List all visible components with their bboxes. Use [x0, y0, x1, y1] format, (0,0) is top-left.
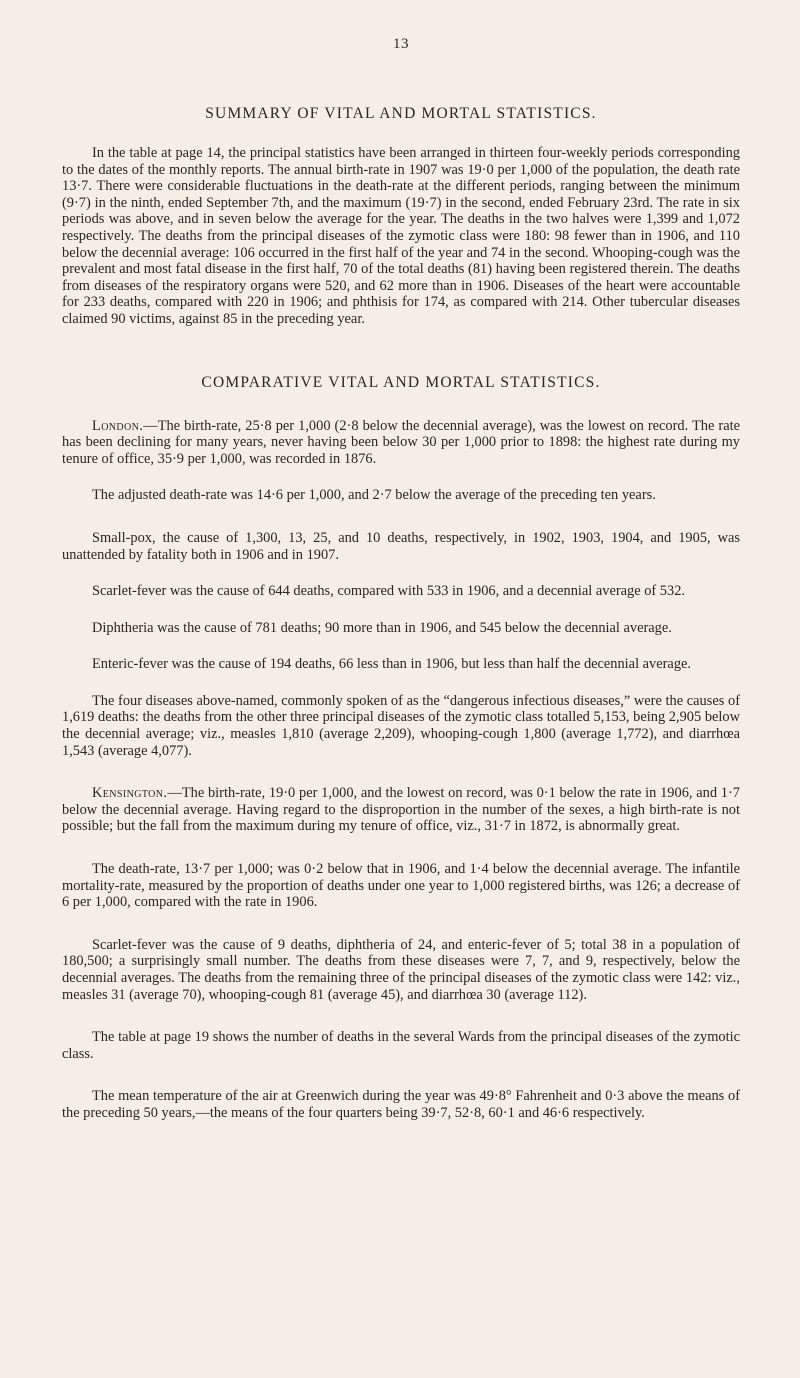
comparative-heading: COMPARATIVE VITAL AND MORTAL STATISTICS.	[201, 373, 601, 391]
temperature-paragraph: The mean temperature of the air at Greenwich during the year was 49·8° Fahrenheit and 0·3 above the means of the preceding 50 years,—the means of the four quarters being 39·7, 52·8, 60·1 and 46·6 respectively.	[62, 1088, 740, 1121]
london-death-rate-paragraph: The adjusted death-rate was 14·6 per 1,000, and 2·7 below the average of the preceding ten years.	[92, 487, 656, 504]
london-lead: London.	[92, 417, 144, 434]
dangerous-diseases-paragraph: The four diseases above-named, commonly spoken of as the “dangerous infectious diseases,” were the causes of 1,619 deaths: the deaths from the other three principal diseases of the zymotic class totalled 5,153, being 2,905 below the decennial average; viz., measles 1,810 (average 2,209), whooping-cough 1,800 (average 1,772), and diarrhœa 1,543 (average 4,077).	[62, 692, 740, 759]
diphtheria-paragraph: Diphtheria was the cause of 781 deaths; 90 more than in 1906, and 545 below the decennial average.	[92, 619, 672, 636]
wards-table-paragraph: The table at page 19 shows the number of deaths in the several Wards from the principal diseases of the zymotic class.	[62, 1029, 740, 1062]
kensington-death-rate-paragraph: The death-rate, 13·7 per 1,000; was 0·2 below that in 1906, and 1·4 below the decennial average. The infantile mortality-rate, measured by the proportion of deaths under one year to 1,000 registered births, was 126; a decrease of 6 per 1,000, compared with the rate in 1906.	[62, 861, 740, 911]
scarlet-fever-paragraph: Scarlet-fever was the cause of 644 deaths, compared with 533 in 1906, and a decennial average of 532.	[92, 583, 685, 600]
kensington-zymotic-paragraph: Scarlet-fever was the cause of 9 deaths, diphtheria of 24, and enteric-fever of 5; total 38 in a population of 180,500; a surprisingly small number. The deaths from these diseases were 7, 7, and 9, respectively, below the decennial averages. The deaths from the remaining three of the principal diseases of the zymotic class were 142: viz., measles 31 (average 70), whooping-cough 81 (average 45), and diarrhœa 30 (average 112).	[62, 936, 740, 1003]
summary-heading: SUMMARY OF VITAL AND MORTAL STATISTICS.	[205, 105, 597, 122]
london-text: —The birth-rate, 25·8 per 1,000 (2·8 below the decennial average), was the lowest on record. The rate has been declining for many years, never having been below 30 per 1,000 prior to 1898: the highest rate during my tenure of office, 35·9 per 1,000, was recorded in 1876.	[62, 417, 740, 467]
kensington-text: —The birth-rate, 19·0 per 1,000, and the lowest on record, was 0·1 below the rate in 1906, and 1·7 below the decennial average. Having regard to the disproportion in the number of the sexes, a high birth-rate is not possible; but the fall from the maximum during my tenure of office, viz., 31·7 in 1872, is abnormally great.	[62, 785, 740, 835]
small-pox-paragraph: Small-pox, the cause of 1,300, 13, 25, and 10 deaths, respectively, in 1902, 1903, 1904, and 1905, was unattended by fatality both in 1906 and in 1907.	[62, 529, 740, 563]
kensington-birth-rate-paragraph	[62, 785, 740, 835]
kensington-lead: Kensington.	[92, 785, 168, 802]
enteric-fever-paragraph: Enteric-fever was the cause of 194 deaths, 66 less than in 1906, but less than half the decennial average.	[92, 656, 691, 673]
summary-paragraph: In the table at page 14, the principal statistics have been arranged in thirteen four-weekly periods corresponding to the dates of the monthly reports. The annual birth-rate in 1907 was 19·0 per 1,000 of the population, the death rate 13·7. There were considerable fluctuations in the death-rate at the different periods, ranging between the minimum (9·7) in the ninth, ended September 7th, and the maximum (19·7) in the second, ended February 23rd. The rate in six periods was above, and in seven below the average for the year. The deaths in the two halves were 1,399 and 1,072 respectively. The deaths from the principal diseases of the zymotic class were 180: 98 fewer than in 1906, and 110 below the decennial average: 106 occurred in the first half of the year and 74 in the second. Whooping-cough was the prevalent and most fatal disease in the first half, 70 of the total deaths (81) having been registered therein. The deaths from diseases of the respiratory organs were 520, and 62 more than in 1906. Diseases of the heart were accountable for 233 deaths, compared with 220 in 1906; and phthisis for 174, as compared with 214. Other tubercular diseases claimed 90 victims, against 85 in the preceding year.	[62, 145, 740, 327]
london-birth-rate-paragraph	[62, 418, 740, 468]
page-number: 13	[393, 36, 409, 52]
